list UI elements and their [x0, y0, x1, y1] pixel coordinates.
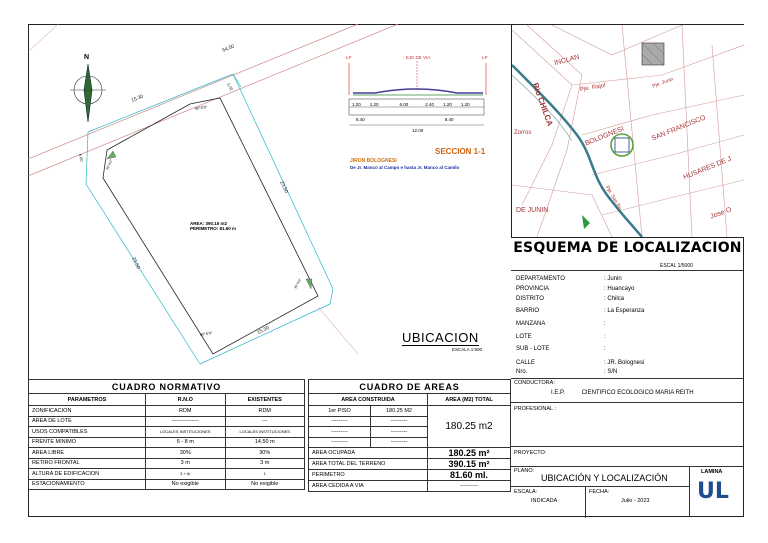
text-section-widths-top-5: 1.20 — [460, 102, 470, 107]
table-row — [29, 479, 305, 490]
text-map-labels-5: SAN FRANCISCO — [650, 114, 707, 143]
text-esquema-rows-0-label: DEPARTAMENTO — [516, 276, 565, 282]
conductora-value: I.E.P. CIENTIFICO ECOLOGICO MARIA REITH — [551, 390, 694, 396]
text-esquema-rows-3-label: BARRIO — [516, 308, 540, 314]
text-cuadro-normativo-rows-0-2: RDM — [225, 406, 305, 417]
text-info-conductora-label: CONDUCTORA: — [514, 380, 555, 386]
text-section-widths-top-1: 1.20 — [369, 102, 379, 107]
areas-total: 180.25 m2 — [428, 406, 511, 448]
text-cuadro-areas-headers-1: AREA (M2) TOTAL — [428, 394, 511, 406]
table-row — [309, 459, 511, 470]
text-section-widths-top-0: 1.20 — [352, 102, 361, 107]
section-widths-mid — [356, 117, 454, 122]
escala-fecha-box — [511, 486, 690, 517]
ubicacion-scale: ESCALA 1:500 — [452, 347, 483, 352]
text-esquema-rows-8-value: : S/N — [604, 369, 618, 375]
angle-1: 90°0'0" — [194, 104, 208, 111]
text-esquema-rows-3-value: : La Esperanza — [604, 308, 645, 314]
text-cuadro-areas-summary-2-label: PERIMETRO — [309, 470, 428, 481]
cuadro-normativo — [28, 379, 305, 490]
text-cuadro-normativo-rows-0-1: RDM — [146, 406, 226, 417]
text-esquema-rows-5-value: : — [604, 334, 606, 340]
text-cuadro-normativo-rows-6-0: ALTURA DE EDIFICACION — [29, 469, 146, 480]
text-cuadro-areas-rows-2-0: --------- — [309, 427, 371, 438]
profesional-box — [511, 402, 743, 446]
fecha-value: Julio - 2023 — [621, 498, 650, 504]
text-map-labels-2: Pje. Junin — [651, 76, 675, 90]
text-cuadro-areas-rows-3-0: --------- — [309, 437, 371, 448]
text-cuadro-normativo-headers-2: EXISTENTES — [225, 394, 305, 406]
text-cuadro-areas-summary-0-value: 180.25 m² — [428, 448, 511, 459]
text-esquema-rows-7-label: CALLE — [516, 360, 536, 366]
section-lp-left: LP — [346, 55, 352, 60]
lamina-label: LAMINA — [701, 469, 723, 475]
text-map-labels-3: Rio CHILCA — [530, 81, 555, 128]
text-cuadro-normativo-rows-0-0: ZONIFICACION — [29, 406, 146, 417]
north-arrow-icon — [70, 64, 106, 122]
angle-3: 90°0'0" — [293, 277, 303, 290]
dim-corner-left: 5.00 — [78, 153, 85, 162]
dim-bottom: 15.30 — [256, 325, 271, 336]
conductora-box — [511, 378, 743, 402]
area-note — [190, 221, 236, 231]
text-cuadro-areas-rows-1-0: --------- — [309, 416, 371, 427]
ubicacion-title: UBICACION — [402, 330, 479, 345]
text-cuadro-areas-summary-0-label: AREA OCUPADA — [309, 448, 428, 459]
text-esquema-rows-4-value: : — [604, 321, 606, 327]
plano-value: UBICACIÓN Y LOCALIZACIÓN — [541, 473, 668, 483]
esquema-divider — [511, 270, 743, 271]
text-info-plano-label: PLANO: — [514, 468, 535, 474]
compass-n-label: N — [84, 54, 90, 61]
text-cuadro-normativo-rows-2-2: LOCALES INSTITUCIONES — [225, 427, 305, 438]
text-map-labels-9: Jose O — [709, 206, 733, 221]
table-row — [309, 481, 511, 492]
text-cuadro-areas-rows-2-1: --------- — [371, 427, 428, 438]
text-cuadro-normativo-rows-5-1: 3 m — [146, 458, 226, 469]
text-info-escala-label: ESCALA: — [514, 489, 538, 495]
text-cuadro-normativo-rows-5-0: RETIRO FRONTAL — [29, 458, 146, 469]
text-esquema-rows-1-value: : Huancayo — [604, 286, 635, 292]
text-esquema-rows-5-label: LOTE — [516, 334, 532, 340]
dim-left-top: 15.30 — [130, 93, 145, 104]
text-cuadro-normativo-rows-2-0: USOS COMPATIBLES — [29, 427, 146, 438]
text-cuadro-areas-rows-0-0: 1er PISO — [309, 406, 371, 417]
text-cuadro-areas-summary-2-value: 81.60 ml. — [428, 470, 511, 481]
text-cuadro-areas-summary-1-label: AREA TOTAL DEL TERRENO — [309, 459, 428, 470]
text-map-labels-7: Zorros — [514, 130, 532, 136]
text-esquema-rows-4-label: MANZANA — [516, 321, 546, 327]
angle-2: 90°0'0" — [105, 158, 114, 171]
section-street: JIRON BOLOGNESI — [350, 158, 397, 164]
text-map-labels-1: Pje. Rajol — [579, 82, 607, 94]
text-esquema-rows-7-value: : JR. Bolognesi — [604, 360, 645, 366]
text-cuadro-normativo-rows-2-1: LOCALES INSTITUCIONES — [146, 427, 226, 438]
text-cuadro-normativo-rows-6-2: 1 — [225, 469, 305, 480]
dim-right: 23.50 — [278, 180, 290, 195]
text-cuadro-normativo-rows-1-0: AREA DE LOTE — [29, 416, 146, 427]
text-cuadro-normativo-rows-7-0: ESTACIONAMIENTO — [29, 479, 146, 490]
table-row — [29, 448, 305, 459]
dim-top: 54.00 — [221, 43, 236, 54]
angle-4: 90°0'0" — [199, 330, 213, 337]
text-cuadro-normativo-rows-1-2: --- — [225, 416, 305, 427]
text-esquema-rows-6-label: SUB - LOTE — [516, 346, 550, 352]
table-row — [29, 427, 305, 438]
text-esquema-rows-0-value: : Junin — [604, 276, 622, 282]
text-esquema-rows-1-label: PROVINCIA — [516, 286, 550, 292]
text-info-fecha-label: FECHA: — [589, 489, 610, 495]
table-row — [29, 406, 305, 417]
table-row — [29, 437, 305, 448]
table-row — [309, 448, 511, 459]
text-info-proyecto-label: PROYECTO: — [514, 450, 547, 456]
cuadro-areas-title: CUADRO DE AREAS — [309, 380, 511, 394]
area-line: AREA: 390.15 m2 — [190, 221, 228, 226]
text-cuadro-normativo-rows-5-2: 3 m — [225, 458, 305, 469]
text-section-widths-top-4: 1.20 — [443, 102, 452, 107]
text-esquema-rows-2-label: DISTRITO — [516, 296, 544, 302]
text-cuadro-areas-summary-3-value: ---------- — [428, 481, 511, 492]
text-map-labels-4: BOLOGNESI — [584, 125, 626, 148]
text-map-labels-10: Pje. San Ro — [604, 184, 623, 212]
perimeter-line: PERIMETRO: 81.60 m — [190, 226, 237, 231]
table-row — [309, 470, 511, 481]
text-cuadro-normativo-headers-1: R.N.O — [146, 394, 226, 406]
text-section-widths-mid-0: 8.40 — [356, 117, 365, 122]
text-section-widths-top-3: 2.40 — [425, 102, 435, 107]
text-map-labels-8: DE JUNIN — [516, 207, 549, 214]
section-label: SECCION 1-1 — [435, 147, 486, 156]
text-cuadro-normativo-rows-1-1: --------------- — [146, 416, 226, 427]
dim-left: 23.50 — [130, 256, 142, 271]
section-lp-right: LP — [482, 55, 488, 60]
text-cuadro-normativo-rows-3-0: FRENTE MINIMO — [29, 437, 146, 448]
table-row — [29, 469, 305, 480]
table-row — [309, 406, 511, 417]
proyecto-box — [511, 446, 743, 466]
text-cuadro-areas-rows-1-1: --------- — [371, 416, 428, 427]
cuadro-normativo-title: CUADRO NORMATIVO — [29, 380, 305, 394]
text-cuadro-areas-summary-3-label: AREA CEDIDA A VIA — [309, 481, 428, 492]
location-map — [511, 25, 744, 238]
escala-value: INDICADA — [531, 498, 558, 504]
section-street-desc: De Jr. Manco al Campo e hasta Jr. Manco al Camilo — [350, 165, 460, 170]
text-cuadro-normativo-rows-4-2: 30% — [225, 448, 305, 459]
text-section-widths-top-2: 6.00 — [399, 102, 409, 107]
text-map-labels-6: HUSARES DE J — [682, 155, 733, 182]
cuadro-areas — [308, 379, 511, 492]
text-cuadro-normativo-rows-4-1: 30% — [146, 448, 226, 459]
text-info-profesional-label: PROFESIONAL : — [514, 406, 556, 412]
section-total: 12.00 — [412, 128, 424, 133]
text-cuadro-areas-rows-3-1: --------- — [371, 437, 428, 448]
text-esquema-rows-2-value: : Chilca — [604, 296, 625, 302]
text-cuadro-areas-headers-0: AREA CONSTRUIDA — [309, 394, 428, 406]
text-cuadro-normativo-rows-3-2: 14.50 m — [225, 437, 305, 448]
text-cuadro-normativo-rows-7-1: No exigible — [146, 479, 226, 490]
lamina-value: UL — [697, 479, 729, 504]
text-esquema-rows-6-value: : — [604, 346, 606, 352]
text-map-labels-0: INCLAN — [553, 53, 581, 68]
text-cuadro-normativo-rows-6-1: 3 + A/ — [146, 469, 226, 480]
text-cuadro-normativo-rows-3-1: 6 - 8 m — [146, 437, 226, 448]
text-cuadro-areas-summary-1-value: 390.15 m² — [428, 459, 511, 470]
text-section-widths-mid-2: 8.40 — [444, 117, 454, 122]
table-row — [29, 416, 305, 427]
dim-corner-top: 5.00 — [226, 82, 235, 92]
text-esquema-rows-8-label: Nro. — [516, 369, 528, 375]
section-widths-top — [352, 102, 470, 107]
text-cuadro-normativo-rows-7-2: No exigible — [225, 479, 305, 490]
text-cuadro-normativo-rows-4-0: AREA LIBRE — [29, 448, 146, 459]
section-eje: EJE DE VIA — [406, 55, 431, 60]
table-row — [29, 458, 305, 469]
esquema-title: ESQUEMA DE LOCALIZACION — [513, 240, 742, 256]
text-cuadro-normativo-headers-0: PARAMETROS — [29, 394, 146, 406]
text-cuadro-areas-rows-0-1: 180.25 M2 — [371, 406, 428, 417]
esquema-scale: ESCAL 1/5000 — [660, 263, 693, 269]
